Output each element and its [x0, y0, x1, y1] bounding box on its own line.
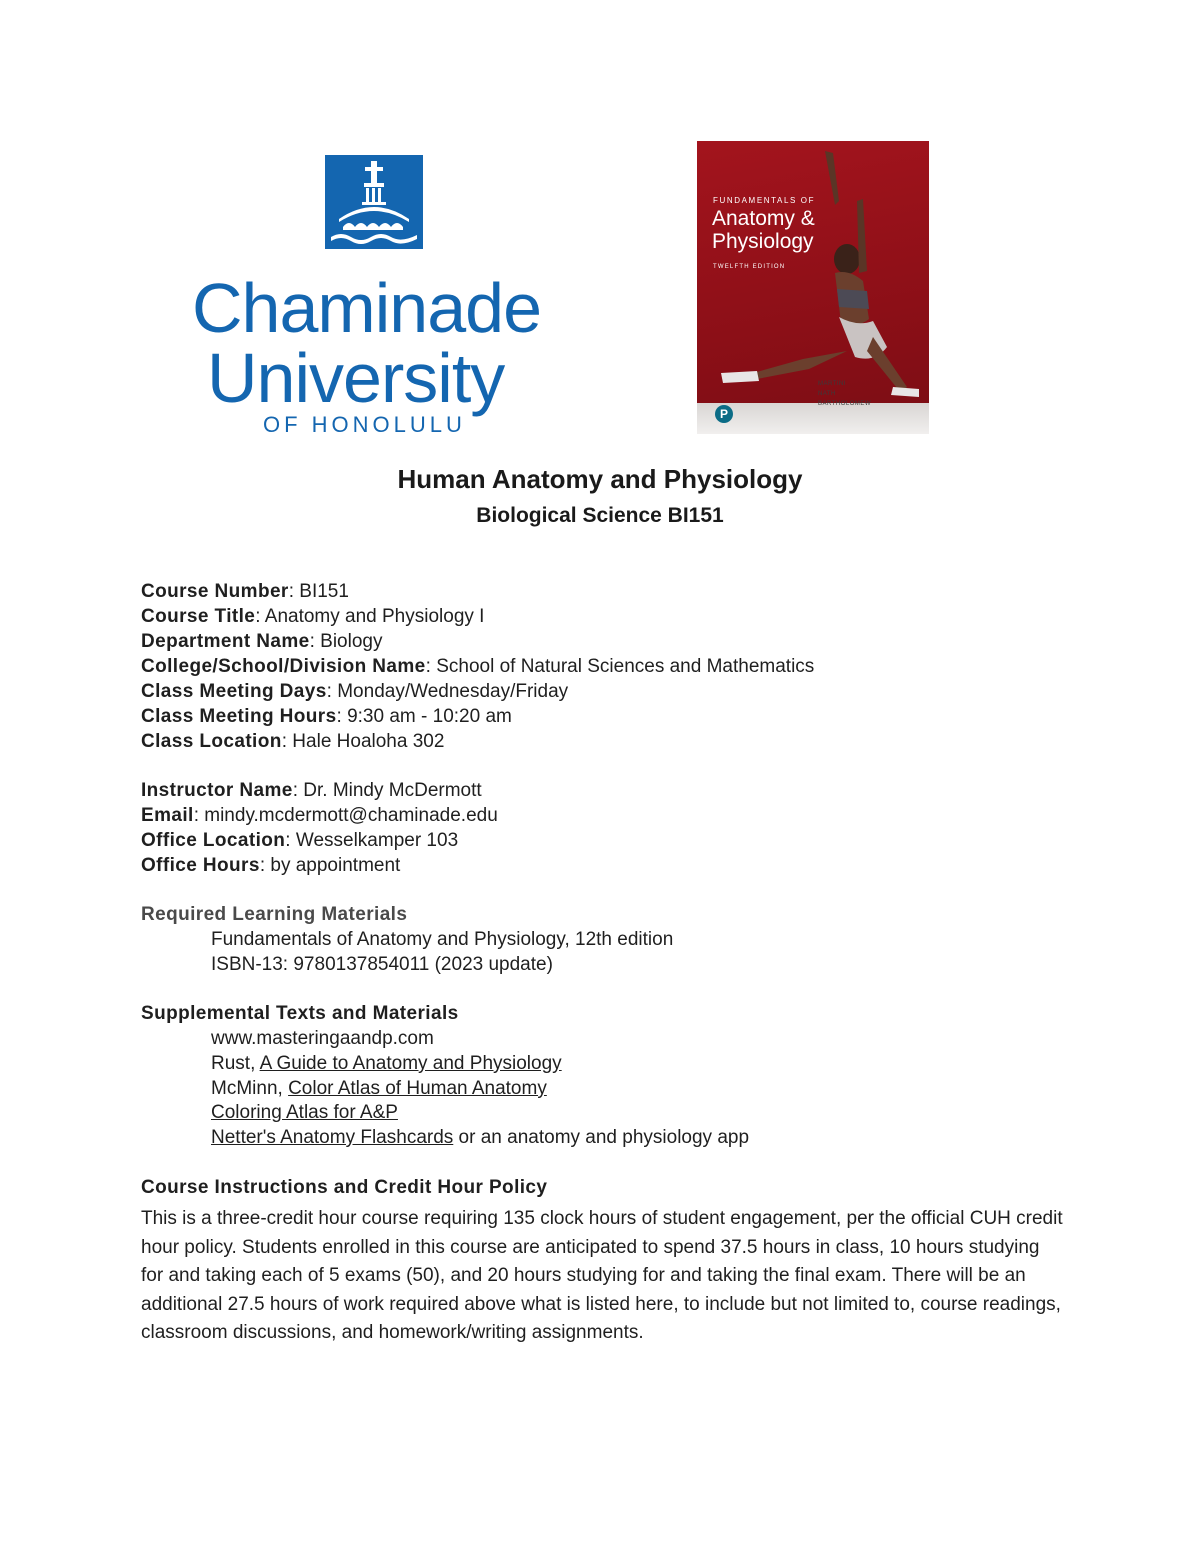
- field-label: Course Number: [141, 581, 289, 602]
- book-title-link[interactable]: Netter's Anatomy Flashcards: [211, 1127, 454, 1148]
- field-label: Office Location: [141, 830, 286, 851]
- field-label: Office Hours: [141, 855, 260, 876]
- cover-title-line1: Anatomy &: [712, 207, 815, 230]
- office-hours-row: [141, 854, 400, 878]
- instructor-name-row: [141, 779, 482, 803]
- department-row: [141, 630, 382, 654]
- meeting-days-row: [141, 680, 568, 704]
- field-value: : Hale Hoaloha 302: [281, 731, 445, 752]
- credit-policy-paragraph: This is a three-credit hour course requiring 135 clock hours of student engagement, per the official CUH credit hour policy. Students enrolled in this course are anticipated to spend 37.5 hours in class, 10 hours studying for and taking each of 5 exams (50), and 20 hours studying for and taking the final exam. There will be an additional 27.5 hours of work required above what is listed here, to include but not limited to, course readings, classroom discussions, and homework/writing assignments.: [141, 1208, 1063, 1344]
- supplemental-item-rust: [211, 1052, 562, 1076]
- logo-text-university: University: [207, 339, 505, 417]
- document-title: Human Anatomy and Physiology: [397, 464, 803, 494]
- logo-text-of-honolulu: OF HONOLULU: [263, 412, 466, 437]
- field-value: : School of Natural Sciences and Mathematics: [425, 656, 815, 677]
- field-label: Department Name: [141, 631, 310, 652]
- field-label: College/School/Division Name: [141, 656, 426, 677]
- required-material-item: Fundamentals of Anatomy and Physiology, 12th edition: [211, 929, 674, 950]
- cover-author: NATH: [818, 391, 836, 397]
- field-value: : 9:30 am - 10:20 am: [336, 706, 512, 727]
- supplemental-item-mcminn: [211, 1077, 547, 1101]
- cover-series-text: FUNDAMENTALS OF: [713, 196, 816, 205]
- office-location-row: [141, 829, 458, 853]
- meeting-hours-row: [141, 705, 512, 729]
- required-material-isbn: ISBN-13: 9780137854011 (2023 update): [211, 954, 553, 975]
- chaminade-tower-emblem-icon: [325, 155, 423, 249]
- field-label: Class Meeting Hours: [141, 706, 337, 727]
- field-value: : Dr. Mindy McDermott: [292, 780, 482, 801]
- cover-author: BARTHOLOMEW: [818, 401, 872, 407]
- field-label: Email: [141, 805, 194, 826]
- supplemental-item-coloring-atlas: [211, 1101, 398, 1125]
- pearson-p-icon: P: [715, 405, 733, 423]
- logo-text-chaminade: Chaminade: [192, 269, 541, 347]
- field-label: Instructor Name: [141, 780, 293, 801]
- course-number-row: [141, 580, 349, 604]
- supplemental-heading: Supplemental Texts and Materials: [141, 1003, 459, 1024]
- field-label: Class Meeting Days: [141, 681, 327, 702]
- book-title-link[interactable]: A Guide to Anatomy and Physiology: [259, 1053, 562, 1074]
- class-location-row: [141, 730, 444, 754]
- college-row: [141, 655, 814, 679]
- item-prefix: McMinn,: [211, 1078, 289, 1099]
- document-subtitle: Biological Science BI151: [476, 504, 724, 527]
- cover-title-line2: Physiology: [712, 230, 814, 253]
- field-value: : mindy.mcdermott@chaminade.edu: [193, 805, 498, 826]
- email-row: [141, 804, 498, 828]
- field-value: : Anatomy and Physiology I: [255, 606, 485, 627]
- field-value: : BI151: [288, 581, 349, 602]
- textbook-cover-image: [697, 141, 929, 434]
- item-suffix: or an anatomy and physiology app: [453, 1127, 750, 1148]
- cover-figure-illustration: [697, 141, 929, 434]
- field-value: : Wesselkamper 103: [285, 830, 459, 851]
- field-value: : Monday/Wednesday/Friday: [326, 681, 569, 702]
- supplemental-item-netter: [211, 1126, 749, 1150]
- field-value: : Biology: [309, 631, 383, 652]
- field-label: Course Title: [141, 606, 256, 627]
- supplemental-website-link[interactable]: www.masteringaandp.com: [211, 1028, 434, 1049]
- course-title-row: [141, 605, 484, 629]
- cover-edition-text: TWELFTH EDITION: [713, 264, 786, 270]
- credit-policy-heading: Course Instructions and Credit Hour Policy: [141, 1177, 548, 1198]
- field-value: : by appointment: [259, 855, 401, 876]
- book-title-link[interactable]: Coloring Atlas for A&P: [211, 1102, 398, 1123]
- required-materials-heading: Required Learning Materials: [141, 904, 408, 925]
- item-prefix: Rust,: [211, 1053, 260, 1074]
- field-label: Class Location: [141, 731, 282, 752]
- cover-author: MARTINI: [818, 381, 847, 387]
- book-title-link[interactable]: Color Atlas of Human Anatomy: [288, 1078, 547, 1099]
